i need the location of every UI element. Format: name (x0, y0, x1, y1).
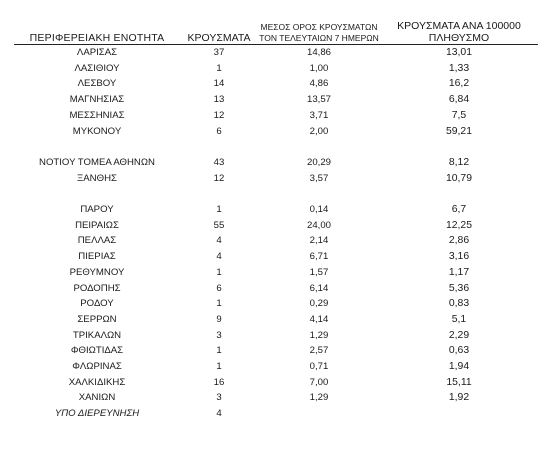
cell-avg7: 6,71 (309, 251, 329, 263)
table-body (14, 45, 538, 422)
cell-cases: 14 (213, 78, 225, 90)
cell-cases: 16 (213, 376, 225, 388)
table-row (14, 108, 538, 124)
cell-cases: 6 (216, 282, 222, 294)
cell-per100k: 1,92 (448, 392, 470, 404)
cell-region: ΜΥΚΟΝΟΥ (72, 125, 122, 137)
header-avg7-line2: ΤΟΝ ΤΕΛΕΥΤΑΙΩΝ 7 ΗΜΕΡΩΝ (259, 33, 379, 43)
header-cases (180, 8, 258, 45)
spacer-cell (14, 186, 538, 202)
cell-cases: 1 (216, 62, 222, 74)
cell-per100k: 1,94 (448, 361, 470, 373)
cell-per100k: 16,2 (448, 78, 470, 90)
cell-cases: 3 (216, 392, 222, 404)
cell-cases: 4 (216, 235, 222, 247)
cell-avg7: 1,57 (309, 266, 329, 278)
cell-per100k: 6,84 (448, 94, 470, 106)
header-region (14, 8, 180, 45)
cell-region: ΠΕΛΛΑΣ (77, 235, 117, 247)
cell-region: ΛΑΣΙΘΙΟΥ (74, 62, 120, 74)
cell-region: ΦΘΙΩΤΙΔΑΣ (70, 345, 124, 357)
cell-avg7: 6,14 (309, 282, 329, 294)
cell-region: ΠΕΙΡΑΙΩΣ (75, 219, 119, 231)
cell-cases: 6 (216, 125, 222, 137)
cell-avg7: 0,29 (309, 298, 329, 310)
cell-per100k: 1,33 (448, 62, 470, 74)
cell-region: ΛΑΡΙΣΑΣ (76, 47, 118, 58)
cell-cases: 9 (216, 313, 222, 325)
header-per100k (380, 8, 538, 45)
cases-table (14, 8, 538, 422)
table-row (14, 359, 538, 375)
cell-cases: 12 (213, 172, 225, 184)
cell-avg7: 1,29 (309, 392, 329, 404)
table-row (14, 171, 538, 187)
cell-per100k: 5,36 (448, 282, 470, 294)
cell-cases: 43 (213, 156, 225, 168)
table-row (14, 328, 538, 344)
cell-cases: 3 (216, 329, 222, 341)
cell-avg7: 1,00 (309, 62, 329, 74)
cell-region: ΝΟΤΙΟΥ ΤΟΜΕΑ ΑΘΗΝΩΝ (39, 156, 155, 168)
cell-region: ΡΟΔΟΠΗΣ (73, 282, 121, 294)
table-row (14, 233, 538, 249)
cell-region: ΡΕΘΥΜΝΟΥ (69, 266, 125, 278)
table-row (14, 406, 538, 422)
cell-per100k: 59,21 (445, 125, 472, 137)
cell-per100k: 8,12 (448, 156, 470, 168)
table-row (14, 249, 538, 265)
cell-avg7: 3,71 (309, 109, 329, 121)
cell-cases: 55 (213, 219, 225, 231)
spacer-row (14, 139, 538, 155)
cell-avg7: 13,57 (306, 94, 331, 106)
cell-per100k: 1,17 (448, 266, 470, 278)
cell-cases: 4 (216, 408, 222, 420)
cell-region: ΜΕΣΣΗΝΙΑΣ (69, 109, 125, 121)
cell-per100k: 13,01 (445, 47, 472, 58)
cell-region: ΞΑΝΘΗΣ (77, 172, 117, 184)
cell-cases: 37 (213, 47, 225, 58)
cell-cases: 1 (216, 204, 222, 215)
cell-region: ΤΡΙΚΑΛΩΝ (72, 329, 122, 341)
header-region-label: ΠΕΡΙΦΕΡΕΙΑΚΗ ΕΝΟΤΗΤΑ (29, 32, 165, 44)
cell-avg7: 14,86 (306, 47, 331, 58)
cell-per100k: 2,29 (448, 329, 470, 341)
table-row (14, 124, 538, 140)
cell-region: ΦΛΩΡΙΝΑΣ (72, 361, 122, 373)
cell-avg7: 0,14 (309, 204, 329, 215)
table-row (14, 155, 538, 171)
cell-per100k: 12,25 (445, 219, 472, 231)
cell-avg7: 20,29 (306, 156, 331, 168)
cell-region: ΛΕΣΒΟΥ (77, 78, 117, 90)
cell-region: ΥΠΟ ΔΙΕΡΕΥΝΗΣΗ (54, 408, 140, 420)
cell-cases: 1 (216, 266, 222, 278)
cell-avg7: 1,29 (309, 329, 329, 341)
header-per100k-line1: ΚΡΟΥΣΜΑΤΑ ΑΝΑ 100000 (397, 20, 521, 32)
cell-avg7: 4,86 (309, 78, 329, 90)
cell-region: ΧΑΝΙΩΝ (78, 392, 116, 404)
cell-cases: 1 (216, 361, 222, 373)
cell-cases: 1 (216, 345, 222, 357)
cell-per100k: 5,1 (451, 313, 467, 325)
cell-per100k: 6,7 (451, 204, 467, 215)
cell-region: ΜΑΓΝΗΣΙΑΣ (69, 94, 125, 106)
table-row (14, 202, 538, 218)
table-row (14, 218, 538, 234)
cell-per100k: 10,79 (445, 172, 472, 184)
cell-per100k: 7,5 (451, 109, 467, 121)
cell-avg7: 0,71 (309, 361, 329, 373)
cell-avg7: 2,57 (309, 345, 329, 357)
cell-region: ΣΕΡΡΩΝ (77, 313, 117, 325)
spacer-row (14, 186, 538, 202)
header-per100k-line2: ΠΛΗΘΥΣΜΟ (428, 32, 490, 44)
cell-cases: 4 (216, 251, 222, 263)
table-row (14, 45, 538, 61)
table-row (14, 76, 538, 92)
header-cases-label: ΚΡΟΥΣΜΑΤΑ (187, 32, 251, 44)
cell-region: ΧΑΛΚΙΔΙΚΗΣ (68, 376, 126, 388)
header-avg7 (258, 8, 380, 45)
table-row (14, 265, 538, 281)
cell-per100k: 3,16 (448, 251, 470, 263)
cell-avg7 (258, 406, 380, 422)
header-avg7-line1: ΜΕΣΟΣ ΟΡΟΣ ΚΡΟΥΣΜΑΤΩΝ (260, 22, 378, 32)
table-row (14, 390, 538, 406)
cell-avg7: 2,00 (309, 125, 329, 137)
cell-avg7: 4,14 (309, 313, 329, 325)
cell-per100k: 0,83 (448, 298, 470, 310)
table-row (14, 281, 538, 297)
cell-avg7: 7,00 (309, 376, 329, 388)
table-row (14, 92, 538, 108)
cell-avg7: 24,00 (306, 219, 331, 231)
spacer-cell (14, 139, 538, 155)
cell-per100k (380, 406, 538, 422)
cell-per100k: 15,11 (446, 376, 472, 388)
header-row (14, 8, 538, 45)
table-row (14, 61, 538, 77)
cell-avg7: 2,14 (309, 235, 329, 247)
table-row (14, 375, 538, 391)
cell-per100k: 2,86 (448, 235, 470, 247)
cell-avg7: 3,57 (309, 172, 329, 184)
cell-region: ΠΙΕΡΙΑΣ (78, 251, 116, 263)
table-row (14, 296, 538, 312)
cell-region: ΡΟΔΟΥ (80, 298, 114, 310)
cell-per100k: 0,63 (448, 345, 470, 357)
cell-region: ΠΑΡΟΥ (80, 204, 114, 215)
table-row (14, 343, 538, 359)
cell-cases: 1 (216, 298, 222, 310)
cell-cases: 12 (213, 109, 225, 121)
table-row (14, 312, 538, 328)
cell-cases: 13 (213, 94, 225, 106)
